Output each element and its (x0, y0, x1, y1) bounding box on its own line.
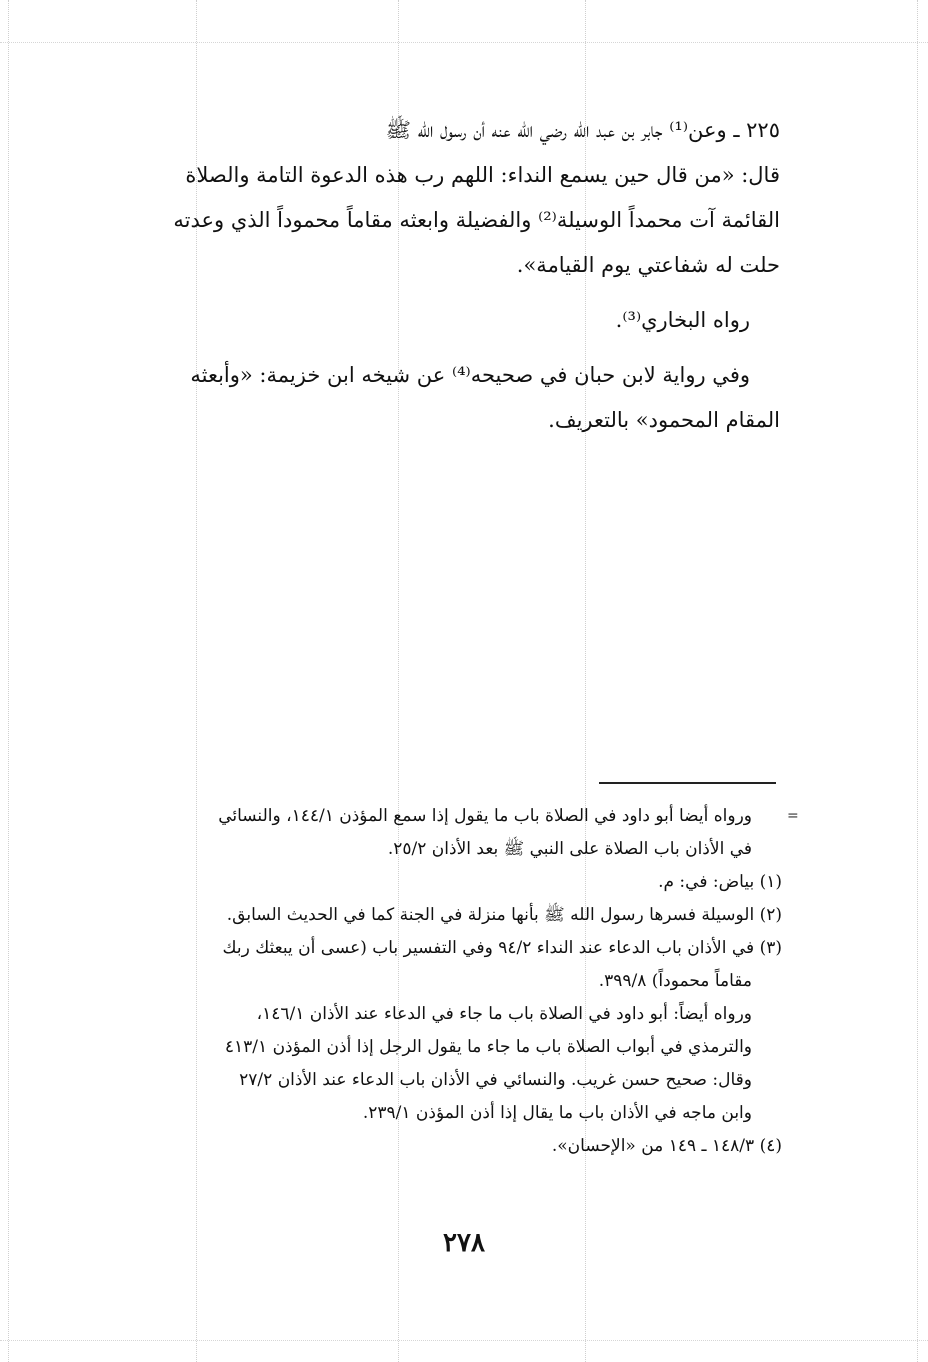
variant-line: المقام المحمود» بالتعريف. (548, 408, 780, 432)
footnote-3-line: ورواه أيضاً: أبو داود في الصلاة باب ما جاء في الدعاء عند الأذان ١٤٦/١، (256, 1004, 752, 1024)
scan-artifact-line (917, 0, 918, 1362)
footnote-4: (٤) ١٤٨/٣ ـ ١٤٩ من «الإحسان». (551, 1136, 782, 1156)
hadith-text (82, 108, 780, 443)
hadith-line: القائمة آت محمداً الوسيلة⁽²⁾ والفضيلة وابعثه مقاماً محموداً الذي وعدته (173, 208, 780, 232)
footnote-3-line: وقال: صحيح حسن غريب. والنسائي في الأذان باب الدعاء عند الأذان ٢٧/٢ (239, 1070, 752, 1090)
footnote-3: (٣) في الأذان باب الدعاء عند النداء ٩٤/٢ وفي التفسير باب (عسى أن يبعثك ربك (222, 938, 782, 958)
page-number: ٢٧٨ (443, 1228, 485, 1258)
scan-artifact-line (0, 1340, 928, 1341)
footnote-3-line: والترمذي في أبواب الصلاة باب ما جاء ما يقول الرجل إذا أذن المؤذن ٤١٣/١ (224, 1037, 752, 1057)
footnote-2: (٢) الوسيلة فسرها رسول الله ﷺ بأنها منزلة في الجنة كما في الحديث السابق. (226, 905, 782, 925)
hadith-line: حلت له شفاعتي يوم القيامة». (516, 253, 780, 277)
scan-artifact-line (0, 42, 928, 43)
hadith-line: ٢٢٥ ـ وعن⁽¹⁾ جابر بن عبد الله رضي الله عنه أن رسول الله ﷺ (385, 118, 780, 142)
scan-artifact-line (8, 0, 9, 1362)
footnotes (82, 800, 782, 1163)
footnote-3-line: وابن ماجه في الأذان باب ما يقال إذا أذن المؤذن ٢٣٩/١. (362, 1103, 752, 1123)
footnote-1: (١) بياض: في: م. (658, 872, 782, 892)
footnote-separator (599, 782, 776, 784)
footnote-3-line: مقاماً محموداً) ٣٩٩/٨. (598, 971, 752, 991)
footnote-continuation: في الأذان باب الصلاة على النبي ﷺ بعد الأذان ٢٥/٢. (387, 839, 752, 859)
narrator-line: رواه البخاري⁽³⁾. (615, 308, 750, 332)
continuation-marker: = (787, 808, 799, 824)
variant-line: وفي رواية لابن حبان في صحيحه⁽⁴⁾ عن شيخه ابن خزيمة: «وأبعثه (190, 363, 750, 387)
hadith-line: قال: «من قال حين يسمع النداء: اللهم رب هذه الدعوة التامة والصلاة (185, 163, 780, 187)
footnote-continuation: ورواه أيضا أبو داود في الصلاة باب ما يقول إذا سمع المؤذن ١٤٤/١، والنسائي (218, 806, 752, 826)
